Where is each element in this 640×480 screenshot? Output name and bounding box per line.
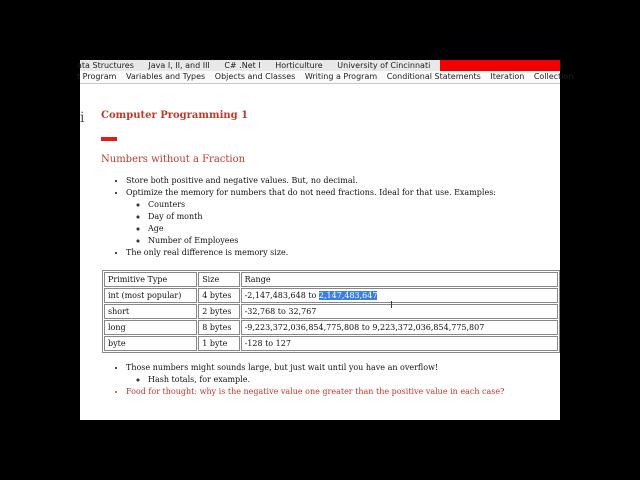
table-cell: byte	[104, 336, 197, 351]
table-header-row	[104, 272, 558, 287]
list-item: • Store both positive and negative values. But, no decimal.	[126, 175, 496, 187]
table-cell: -128 to 127	[241, 336, 558, 351]
table-cell: -32,768 to 32,767	[241, 304, 558, 319]
table-cell: 8 bytes	[198, 320, 239, 335]
subnav-variables[interactable]: Variables and Types	[125, 72, 206, 81]
primitive-types-table	[102, 270, 560, 353]
subnav-writing[interactable]: Writing a Program	[304, 72, 378, 81]
table-cell: -9,223,372,036,854,775,808 to 9,223,372,036,854,775,807	[241, 320, 558, 335]
table-cell: 2 bytes	[198, 304, 239, 319]
list-item: • Those numbers might sounds large, but just wait until you have an overflow! ◦ Hash totals, for example.	[126, 362, 504, 386]
browser-page	[77, 60, 574, 420]
table-cell: long	[104, 320, 197, 335]
subnav-collection[interactable]: Collection	[533, 72, 574, 81]
sub-list-item: ◦ Day of month	[148, 211, 496, 223]
course-title: Computer Programming 1	[101, 110, 249, 121]
bullet-list-2	[126, 362, 504, 398]
table-row	[104, 336, 558, 351]
table-row	[104, 304, 558, 319]
table-cell: int (most popular)	[104, 288, 197, 303]
sub-list-item: ◦ Age	[148, 223, 496, 235]
sub-list-item: ◦ Counters	[148, 199, 496, 211]
nav-data-structures[interactable]: ata Structures	[77, 61, 134, 70]
table-cell: short	[104, 304, 197, 319]
nav-uc[interactable]: University of Cincinnati	[337, 61, 431, 70]
side-glyph: i	[80, 110, 85, 126]
header-cell: Range	[241, 272, 558, 287]
nav-csharp[interactable]: C# .Net I	[224, 61, 261, 70]
top-nav	[77, 60, 560, 71]
subnav-conditional[interactable]: Conditional Statements	[386, 72, 481, 81]
header-cell: Primitive Type	[104, 272, 197, 287]
subnav-objects[interactable]: Objects and Classes	[214, 72, 296, 81]
subnav-first-program[interactable]: t Program	[77, 72, 117, 81]
nav-horticulture[interactable]: Horticulture	[275, 61, 323, 70]
table-cell: 4 bytes	[198, 288, 239, 303]
list-item: • Optimize the memory for numbers that do not need fractions. Ideal for that use. Examples: ◦ Counters ◦ Day of month ◦ Age ◦ Number of Employees	[126, 187, 496, 247]
table-cell: 1 byte	[198, 336, 239, 351]
table-row	[104, 288, 558, 303]
section-title: Numbers without a Fraction	[101, 154, 246, 165]
sub-list	[148, 374, 504, 386]
sub-list	[148, 199, 496, 247]
list-item-food-for-thought: • Food for thought: why is the negative value one greater than the positive value in each case?	[126, 386, 504, 398]
text-cursor-icon: I	[390, 300, 393, 311]
accent-bar	[101, 137, 117, 141]
nav-java[interactable]: Java I, II, and III	[148, 61, 210, 70]
list-item: • The only real difference is memory size.	[126, 247, 496, 259]
subnav-iteration[interactable]: Iteration	[490, 72, 525, 81]
bullet-list	[126, 175, 496, 259]
sub-list-item: ◦ Hash totals, for example.	[148, 374, 504, 386]
table-row	[104, 320, 558, 335]
red-banner	[440, 60, 560, 71]
sub-list-item: ◦ Number of Employees	[148, 235, 496, 247]
header-cell: Size	[198, 272, 239, 287]
sub-nav	[77, 71, 574, 84]
selected-text[interactable]: 2,147,483,647	[318, 291, 378, 300]
table-cell: -2,147,483,648 to 2,147,483,647	[241, 288, 558, 303]
